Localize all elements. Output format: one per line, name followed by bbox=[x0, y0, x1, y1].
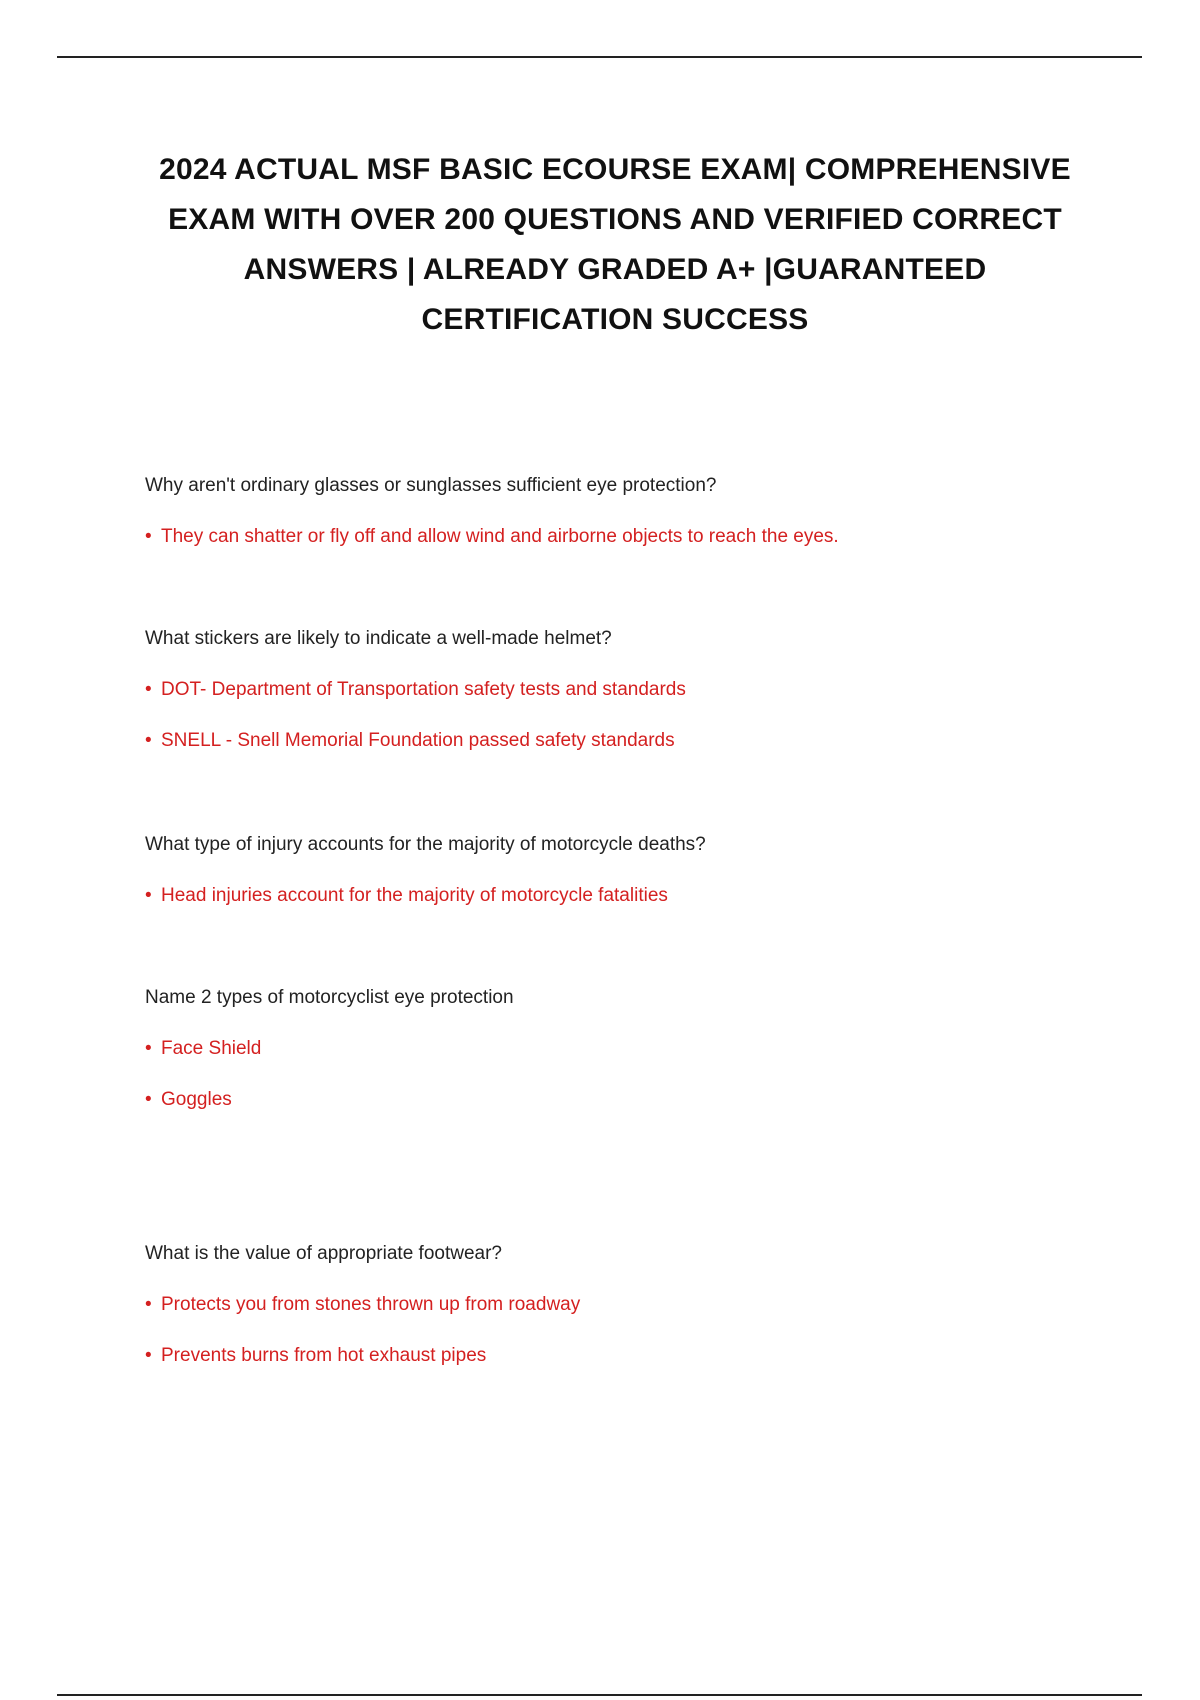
document-title bbox=[110, 145, 1120, 345]
question-text: What type of injury accounts for the majority of motorcycle deaths? bbox=[145, 834, 706, 855]
title-line: 2024 ACTUAL MSF BASIC ECOURSE EXAM| COMPREHENSIVE bbox=[159, 153, 1071, 186]
answer-item bbox=[145, 1088, 1125, 1112]
qa-block-5 bbox=[145, 1242, 1125, 1368]
question-text: What is the value of appropriate footwear? bbox=[145, 1243, 502, 1264]
answer-text: DOT- Department of Transportation safety tests and standards bbox=[161, 679, 686, 700]
answer-text: Prevents burns from hot exhaust pipes bbox=[161, 1345, 487, 1366]
footer-rule bbox=[57, 1694, 1142, 1696]
title-line: ANSWERS | ALREADY GRADED A+ |GUARANTEED bbox=[243, 253, 987, 286]
qa-block-4 bbox=[145, 986, 1125, 1112]
answer-item bbox=[145, 525, 1125, 549]
qa-block-2 bbox=[145, 627, 1125, 753]
qa-block-3 bbox=[145, 833, 1125, 908]
bullet-icon: • bbox=[145, 526, 152, 547]
answer-text: They can shatter or fly off and allow wind and airborne objects to reach the eyes. bbox=[161, 526, 839, 547]
answer-item bbox=[145, 1344, 1125, 1368]
question-text: Name 2 types of motorcyclist eye protection bbox=[145, 987, 514, 1008]
answer-item bbox=[145, 1037, 1125, 1061]
bullet-icon: • bbox=[145, 1089, 152, 1110]
qa-block-1 bbox=[145, 474, 1125, 549]
answer-text: Head injuries account for the majority of motorcycle fatalities bbox=[161, 885, 668, 906]
answer-item bbox=[145, 884, 1125, 908]
answer-item bbox=[145, 729, 1125, 753]
answer-text: Face Shield bbox=[161, 1038, 262, 1059]
answer-text: SNELL - Snell Memorial Foundation passed safety standards bbox=[161, 730, 675, 751]
header-rule bbox=[57, 56, 1142, 58]
bullet-icon: • bbox=[145, 1345, 152, 1366]
bullet-icon: • bbox=[145, 730, 152, 751]
answer-text: Protects you from stones thrown up from roadway bbox=[161, 1294, 581, 1315]
title-line: CERTIFICATION SUCCESS bbox=[421, 303, 809, 336]
question-text: What stickers are likely to indicate a well-made helmet? bbox=[145, 628, 612, 649]
question-text: Why aren't ordinary glasses or sunglasses sufficient eye protection? bbox=[145, 475, 717, 496]
answer-text: Goggles bbox=[161, 1089, 232, 1110]
bullet-icon: • bbox=[145, 679, 152, 700]
bullet-icon: • bbox=[145, 1038, 152, 1059]
bullet-icon: • bbox=[145, 1294, 152, 1315]
answer-item bbox=[145, 678, 1125, 702]
title-line: EXAM WITH OVER 200 QUESTIONS AND VERIFIED CORRECT bbox=[168, 203, 1062, 236]
bullet-icon: • bbox=[145, 885, 152, 906]
answer-item bbox=[145, 1293, 1125, 1317]
